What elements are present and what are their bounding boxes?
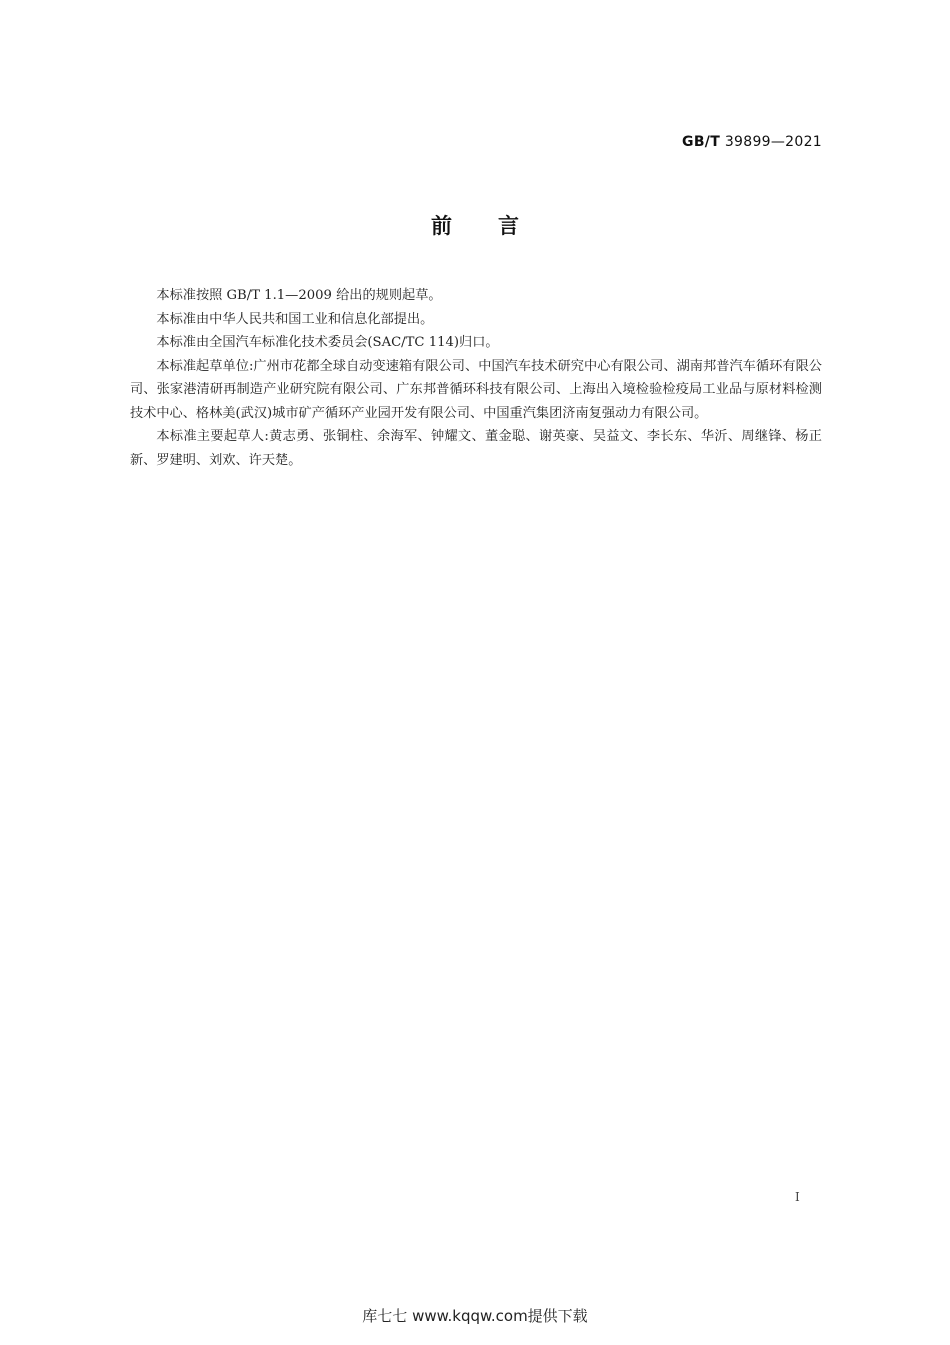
- paragraph-drafting-units: 本标准起草单位:广州市花都全球自动变速箱有限公司、中国汽车技术研究中心有限公司、湖南邦普汽车循环有限公司、张家港清研再制造产业研究院有限公司、广东邦普循环科技有限公司、上海出入境检验检疫局工业品与原材料检测技术中心、格林美(武汉)城市矿产循环产业园开发有限公司、中国重汽集团济南复强动力有限公司。: [130, 358, 822, 421]
- page-title: 前言: [431, 214, 565, 238]
- standard-prefix: GB/T: [682, 134, 721, 150]
- paragraph-drafting-rules: 本标准按照 GB/T 1.1—2009 给出的规则起草。: [156, 288, 442, 303]
- page-number: I: [795, 1190, 800, 1204]
- standard-code: [682, 134, 822, 150]
- paragraph-proposer: 本标准由中华人民共和国工业和信息化部提出。: [156, 311, 434, 327]
- paragraph-drafters: 本标准主要起草人:黄志勇、张铜柱、余海军、钟耀文、董金聪、谢英豪、吴益文、李长东、华沂、周继锋、杨正新、罗建明、刘欢、许天楚。: [130, 429, 822, 468]
- footer-source: 库七七 www.kqqw.com提供下载: [362, 1307, 588, 1325]
- paragraph-committee: 本标准由全国汽车标准化技术委员会(SAC/TC 114)归口。: [156, 335, 499, 350]
- foreword-body: [130, 284, 822, 472]
- standard-number: 39899—2021: [720, 134, 822, 150]
